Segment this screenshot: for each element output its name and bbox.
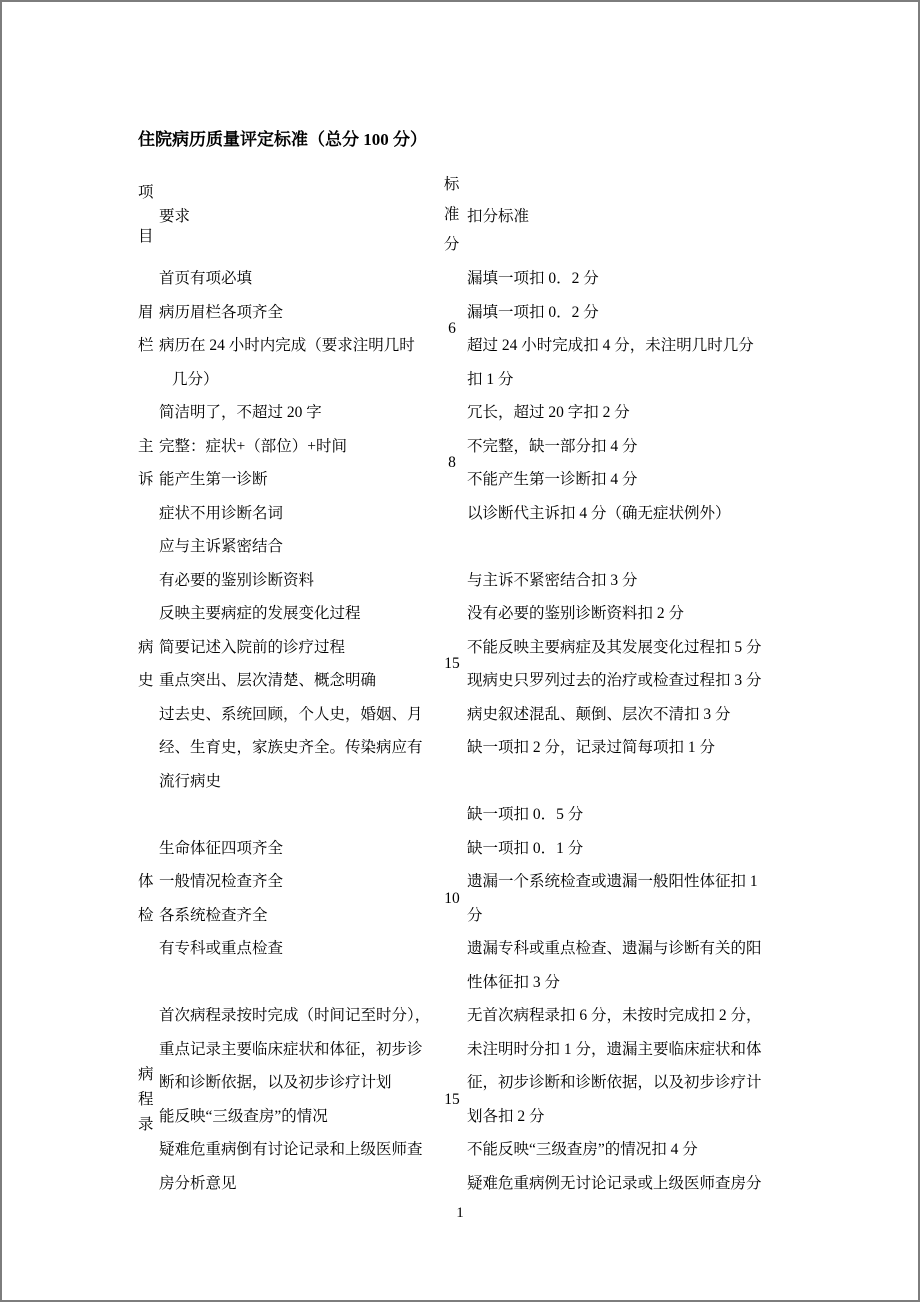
requirement-line: 经、生育史，家族史齐全。传染病应有 bbox=[159, 739, 423, 756]
score-cell bbox=[439, 262, 465, 396]
deduction-line: 缺一项扣 0．1 分 bbox=[467, 839, 584, 857]
item-label: 病史 bbox=[138, 638, 154, 689]
header-item-cell bbox=[138, 168, 159, 262]
item-cell bbox=[138, 396, 159, 530]
deduction-line: 扣 1 分 bbox=[467, 370, 514, 388]
table-row-tijian bbox=[138, 798, 814, 999]
item-label: 体检 bbox=[138, 873, 154, 924]
deduction-line: 没有必要的鉴别诊断资料扣 2 分 bbox=[467, 605, 685, 622]
table-row-meilan bbox=[138, 262, 814, 396]
header-score-label: 标准分 bbox=[443, 176, 460, 253]
score-value: 10 bbox=[444, 889, 460, 907]
header-deduction-label: 扣分标准 bbox=[467, 208, 530, 225]
table-header-row bbox=[138, 168, 814, 262]
item-cell bbox=[138, 999, 159, 1200]
requirement-line: 完整：症状+（部位）+时间 bbox=[159, 437, 347, 455]
item-cell bbox=[138, 530, 159, 798]
requirement-line: 病历眉栏各项齐全 bbox=[159, 303, 284, 321]
table-row-bingchenglu bbox=[138, 999, 814, 1200]
requirements-cell bbox=[159, 999, 439, 1200]
requirement-line: 生命体征四项齐全 bbox=[159, 839, 284, 857]
deduction-line: 漏填一项扣 0．2 分 bbox=[467, 270, 599, 287]
evaluation-table bbox=[138, 168, 814, 1200]
item-label: 主诉 bbox=[138, 437, 154, 488]
deduction-line bbox=[467, 765, 814, 799]
document-page bbox=[138, 128, 814, 1200]
score-value: 15 bbox=[444, 655, 460, 672]
requirements-cell bbox=[159, 396, 439, 530]
deduction-line: 缺一项扣 0．5 分 bbox=[467, 806, 584, 823]
table-row-zhusu bbox=[138, 396, 814, 530]
deductions-cell bbox=[465, 530, 814, 798]
requirements-cell bbox=[159, 262, 439, 396]
requirement-line: 一般情况检查齐全 bbox=[159, 873, 284, 890]
deductions-cell bbox=[465, 262, 814, 396]
requirement-line: 症状不用诊断名词 bbox=[159, 504, 284, 522]
requirement-line: 流行病史 bbox=[159, 772, 222, 790]
deduction-line: 遗漏专科或重点检查、遗漏与诊断有关的阳 bbox=[467, 940, 762, 957]
deductions-cell bbox=[465, 798, 814, 999]
deduction-line: 分 bbox=[467, 906, 483, 924]
requirement-line: 各系统检查齐全 bbox=[159, 906, 268, 924]
page-number: 1 bbox=[456, 1205, 464, 1221]
deduction-line: 遗漏一个系统检查或遗漏一般阳性体征扣 1 bbox=[467, 873, 758, 890]
deduction-line: 超过 24 小时完成扣 4 分，未注明几时几分 bbox=[467, 337, 754, 354]
deduction-line bbox=[467, 530, 814, 564]
deduction-line: 无首次病程录扣 6 分，未按时完成扣 2 分， bbox=[467, 1007, 762, 1024]
deduction-line: 冗长，超过 20 字扣 2 分 bbox=[467, 404, 630, 421]
requirement-line: 病历在 24 小时内完成（要求注明几时 bbox=[159, 337, 415, 354]
deduction-line: 不能反映“三级查房”的情况扣 4 分 bbox=[467, 1141, 698, 1158]
requirement-line: 应与主诉紧密结合 bbox=[159, 538, 284, 555]
requirement-line: 房分析意见 bbox=[159, 1174, 237, 1192]
deduction-line: 疑难危重病例无讨论记录或上级医师查房分 bbox=[467, 1174, 762, 1192]
requirement-line: 几分） bbox=[172, 370, 219, 388]
item-cell bbox=[138, 262, 159, 396]
deduction-line: 不能产生第一诊断扣 4 分 bbox=[467, 471, 638, 488]
deduction-line: 征，初步诊断和诊断依据，以及初步诊疗计 bbox=[467, 1074, 762, 1091]
requirement-line: 过去史、系统回顾，个人史，婚姻、月 bbox=[159, 705, 423, 723]
requirement-line: 有专科或重点检查 bbox=[159, 940, 284, 957]
deductions-cell bbox=[465, 396, 814, 530]
score-cell bbox=[439, 530, 465, 798]
deduction-line: 不能反映主要病症及其发展变化过程扣 5 分 bbox=[467, 638, 762, 656]
score-cell bbox=[439, 396, 465, 530]
requirement-line: 能反映“三级查房”的情况 bbox=[159, 1107, 328, 1125]
deduction-line: 现病史只罗列过去的治疗或检查过程扣 3 分 bbox=[467, 672, 762, 689]
requirement-line: 简洁明了，不超过 20 字 bbox=[159, 404, 322, 421]
header-item-label: 项目 bbox=[138, 184, 154, 245]
item-label: 病程录 bbox=[138, 1066, 154, 1133]
requirement-line bbox=[159, 966, 439, 1000]
deduction-line: 病史叙述混乱、颠倒、层次不清扣 3 分 bbox=[467, 705, 731, 723]
deduction-line: 不完整，缺一部分扣 4 分 bbox=[467, 437, 638, 455]
score-value: 6 bbox=[448, 320, 456, 337]
requirement-line: 疑难危重病倒有讨论记录和上级医师查 bbox=[159, 1141, 423, 1158]
item-label: 眉栏 bbox=[138, 303, 154, 354]
requirement-line: 断和诊断依据，以及初步诊疗计划 bbox=[159, 1074, 392, 1091]
requirement-line: 首页有项必填 bbox=[159, 270, 253, 287]
item-cell bbox=[138, 798, 159, 999]
deduction-line: 划各扣 2 分 bbox=[467, 1107, 545, 1125]
requirement-line: 首次病程录按时完成（时间记至时分）， bbox=[159, 1007, 431, 1024]
requirement-line: 反映主要病症的发展变化过程 bbox=[159, 605, 361, 622]
requirement-line bbox=[159, 798, 439, 832]
deduction-line: 缺一项扣 2 分，记录过简每项扣 1 分 bbox=[467, 739, 716, 756]
deduction-line: 未注明时分扣 1 分，遗漏主要临床症状和体 bbox=[467, 1040, 762, 1058]
requirement-line: 重点记录主要临床症状和体征，初步诊 bbox=[159, 1040, 423, 1058]
requirements-cell bbox=[159, 530, 439, 798]
page-title: 住院病历质量评定标准（总分 100 分） bbox=[138, 130, 427, 149]
score-value: 15 bbox=[444, 1090, 460, 1108]
table-row-bingshi bbox=[138, 530, 814, 798]
header-deduction-cell bbox=[465, 168, 814, 262]
requirement-line: 简要记述入院前的诊疗过程 bbox=[159, 638, 346, 656]
score-value: 8 bbox=[448, 454, 456, 471]
deduction-line: 以诊断代主诉扣 4 分（确无症状例外） bbox=[467, 504, 731, 522]
deduction-line: 漏填一项扣 0．2 分 bbox=[467, 303, 599, 321]
header-requirements-label: 要求 bbox=[159, 208, 191, 225]
requirement-line: 能产生第一诊断 bbox=[159, 471, 268, 488]
deductions-cell bbox=[465, 999, 814, 1200]
deduction-line: 性体征扣 3 分 bbox=[467, 973, 561, 991]
header-requirements-cell bbox=[159, 168, 439, 262]
header-score-cell bbox=[439, 168, 465, 262]
score-cell bbox=[439, 798, 465, 999]
deduction-line: 与主诉不紧密结合扣 3 分 bbox=[467, 571, 638, 589]
requirement-line: 有必要的鉴别诊断资料 bbox=[159, 571, 315, 589]
requirement-line: 重点突出、层次清楚、概念明确 bbox=[159, 672, 377, 689]
requirements-cell bbox=[159, 798, 439, 999]
score-cell bbox=[439, 999, 465, 1200]
